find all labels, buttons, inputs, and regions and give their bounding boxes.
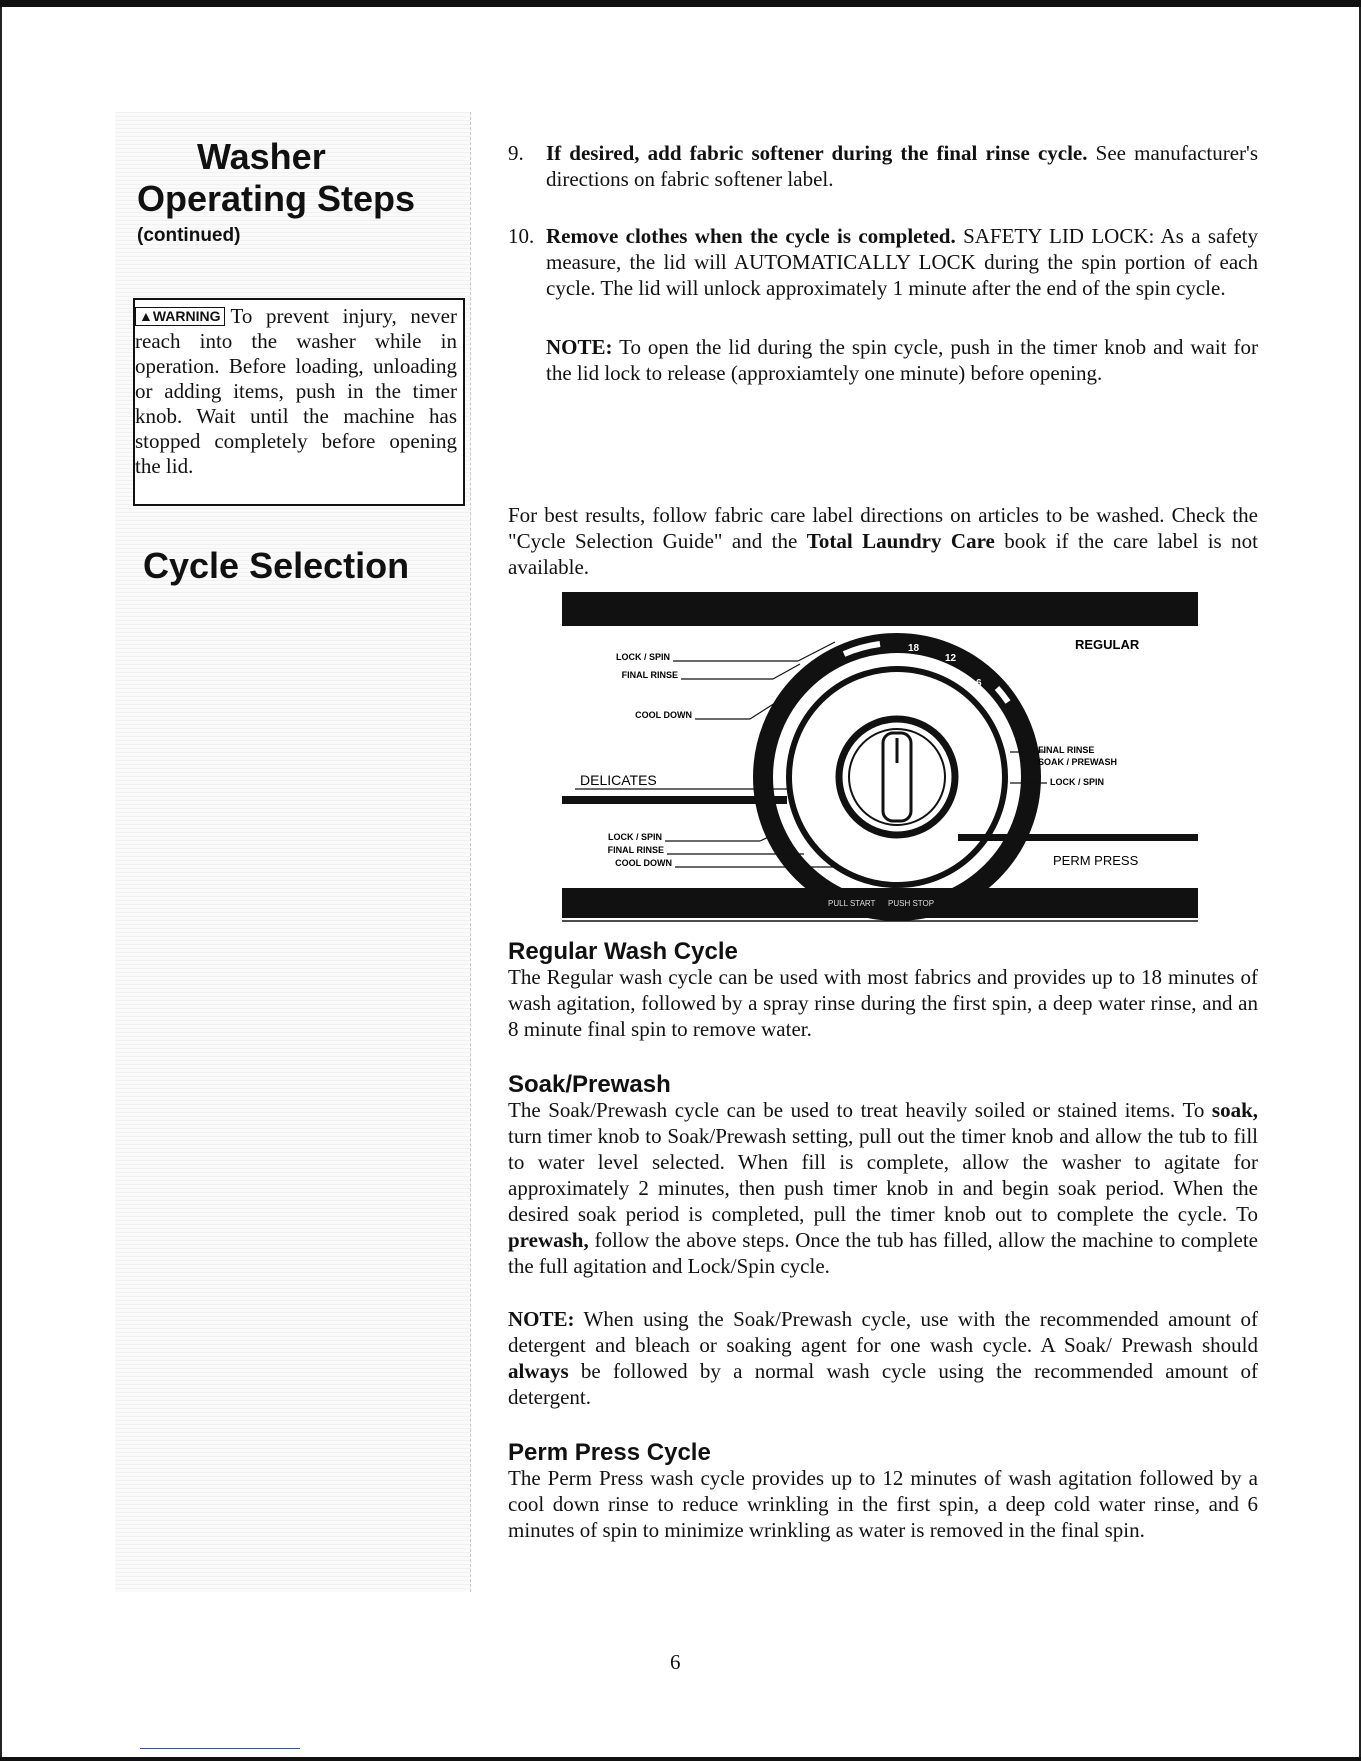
step-10-number: 10. <box>508 224 535 248</box>
step-9-bold: If desired, add fabric softener during the final rinse cycle. <box>546 141 1088 165</box>
bottom-bar-pull-start: PULL START <box>828 899 876 908</box>
step-9-number: 9. <box>508 141 524 165</box>
intro-paragraph <box>508 502 1258 580</box>
page-top-border <box>0 0 1361 7</box>
page-number: 6 <box>670 1650 681 1674</box>
dial-left-bottom-label-3: COOL DOWN <box>615 858 672 868</box>
perm-press-bar <box>958 834 1198 841</box>
warning-text: To prevent injury, never reach into the washer while in operation. Before loading, unloading or adding items, push in the timer knob. Wait until the machine has stopped completely before opening the lid. <box>135 304 457 478</box>
delicates-bar <box>562 796 787 804</box>
warning-box <box>133 298 465 506</box>
soak-text-1: The Soak/Prewash cycle can be used to treat heavily soiled or stained items. To <box>508 1098 1212 1122</box>
dial-right-label-2: SOAK / PREWASH <box>1038 757 1118 767</box>
regular-wash-title: Regular Wash Cycle <box>508 938 738 965</box>
dial-left-top-label-3: COOL DOWN <box>635 710 692 720</box>
perm-press-title: Perm Press Cycle <box>508 1439 711 1466</box>
footer-rule <box>140 1748 300 1749</box>
dial-label-delicates: DELICATES <box>580 772 657 788</box>
cycle-selection-title: Cycle Selection <box>143 545 410 586</box>
warning-triangle-icon: ▲ <box>139 308 153 324</box>
dial-left-bottom-label-2: FINAL RINSE <box>607 845 664 855</box>
page-bottom-border <box>0 1757 1361 1761</box>
step-10-note <box>546 334 1258 386</box>
step-10-note-body: To open the lid during the spin cycle, push in the timer knob and wait for the lid lock to release (approxiamtely one minute) before opening. <box>546 335 1258 385</box>
soak-bold-prewash: prewash, <box>508 1228 589 1252</box>
regular-mark-18: 18 <box>908 643 920 654</box>
soak-text-2: turn timer knob to Soak/Prewash setting, pull out the timer knob and allow the tub to fill to water level selected. When fill is complete, allow the washer to agitate for approximately 2 minutes, then push timer knob in and begin soak period. When the desired soak period is completed, pull the timer knob out to complete the cycle. To <box>508 1124 1258 1226</box>
intro-bold: Total Laundry Care <box>806 529 995 553</box>
dial-left-top-label-2: FINAL RINSE <box>621 670 678 680</box>
soak-bold-soak: soak, <box>1211 1098 1258 1122</box>
step-10-note-label: NOTE: <box>546 335 613 359</box>
dial-right-label-1: FINAL RINSE <box>1038 745 1095 755</box>
delicate-mark-6: 6 <box>778 753 784 764</box>
regular-wash-text: The Regular wash cycle can be used with most fabrics and provides up to 18 minutes of wash agitation, followed by a spray rinse during the first spin, a deep water rinse, and an 8 minute final spin to remove water. <box>508 965 1258 1041</box>
soak-note-bold: always <box>508 1359 569 1383</box>
soak-note <box>508 1306 1258 1410</box>
perm-mark-12: 12 <box>945 848 957 859</box>
step-10-bold: Remove clothes when the cycle is completed. <box>546 224 956 248</box>
regular-mark-6: 6 <box>976 678 982 689</box>
dial-left-bottom-label-1: LOCK / SPIN <box>607 832 662 842</box>
soak-note-text-1: When using the Soak/Prewash cycle, use with the recommended amount of detergent and bleach or soaking agent for one wash cycle. A Soak/ Prewash should <box>508 1307 1258 1357</box>
step-10-body: SAFETY LID LOCK: As a safety measure, the lid will AUTOMATICALLY LOCK during the spin portion of each cycle. The lid will unlock approximately 1 minute after the end of the spin cycle. <box>546 224 1258 300</box>
bottom-bar-push-stop: PUSH STOP <box>888 899 935 908</box>
dial-right-label-3: LOCK / SPIN <box>1050 777 1105 787</box>
regular-mark-12: 12 <box>945 653 957 664</box>
dial-left-top-label-1: LOCK / SPIN <box>615 652 670 662</box>
timer-dial-illustration <box>560 588 1200 923</box>
sidebar-subtitle: (continued) <box>137 225 241 246</box>
dial-label-regular: REGULAR <box>1075 637 1140 652</box>
soak-note-text-2: be followed by a normal wash cycle using the recommended amount of detergent. <box>508 1359 1258 1409</box>
step-9-body: See manufacturer's directions on fabric softener label. <box>546 141 1258 191</box>
warning-label-text: WARNING <box>152 308 221 324</box>
sidebar-title-line1: Washer <box>197 136 326 177</box>
sidebar-title-line2: Operating Steps <box>137 178 416 219</box>
warning-label <box>135 307 225 326</box>
soak-prewash-title: Soak/Prewash <box>508 1071 671 1098</box>
step-10-text <box>546 223 1258 301</box>
dial-label-perm-press: PERM PRESS <box>1053 853 1139 868</box>
perm-press-text: The Perm Press wash cycle provides up to 12 minutes of wash agitation followed by a cool down rinse to reduce wrinkling in the first spin, a deep cold water rinse, and 6 minutes of spin to minimize wrinkling as water is removed in the final spin. <box>508 1466 1258 1542</box>
dial-top-bar <box>562 592 1198 626</box>
page-left-border <box>0 7 2 1759</box>
soak-prewash-text <box>508 1097 1258 1279</box>
step-9-text <box>546 140 1258 192</box>
delicate-mark-3: 3 <box>778 740 784 751</box>
perm-mark-8: 8 <box>922 860 928 871</box>
intro-text-2: book if the care label is not available. <box>508 529 1258 579</box>
soak-text-3: follow the above steps. Once the tub has filled, allow the machine to complete the full agitation and Lock/Spin cycle. <box>508 1228 1258 1278</box>
soak-note-label: NOTE: <box>508 1307 575 1331</box>
intro-text-1: For best results, follow fabric care label directions on articles to be washed. Check the "Cycle Selection Guide" and the <box>508 503 1258 553</box>
perm-mark-4: 4 <box>898 866 904 877</box>
